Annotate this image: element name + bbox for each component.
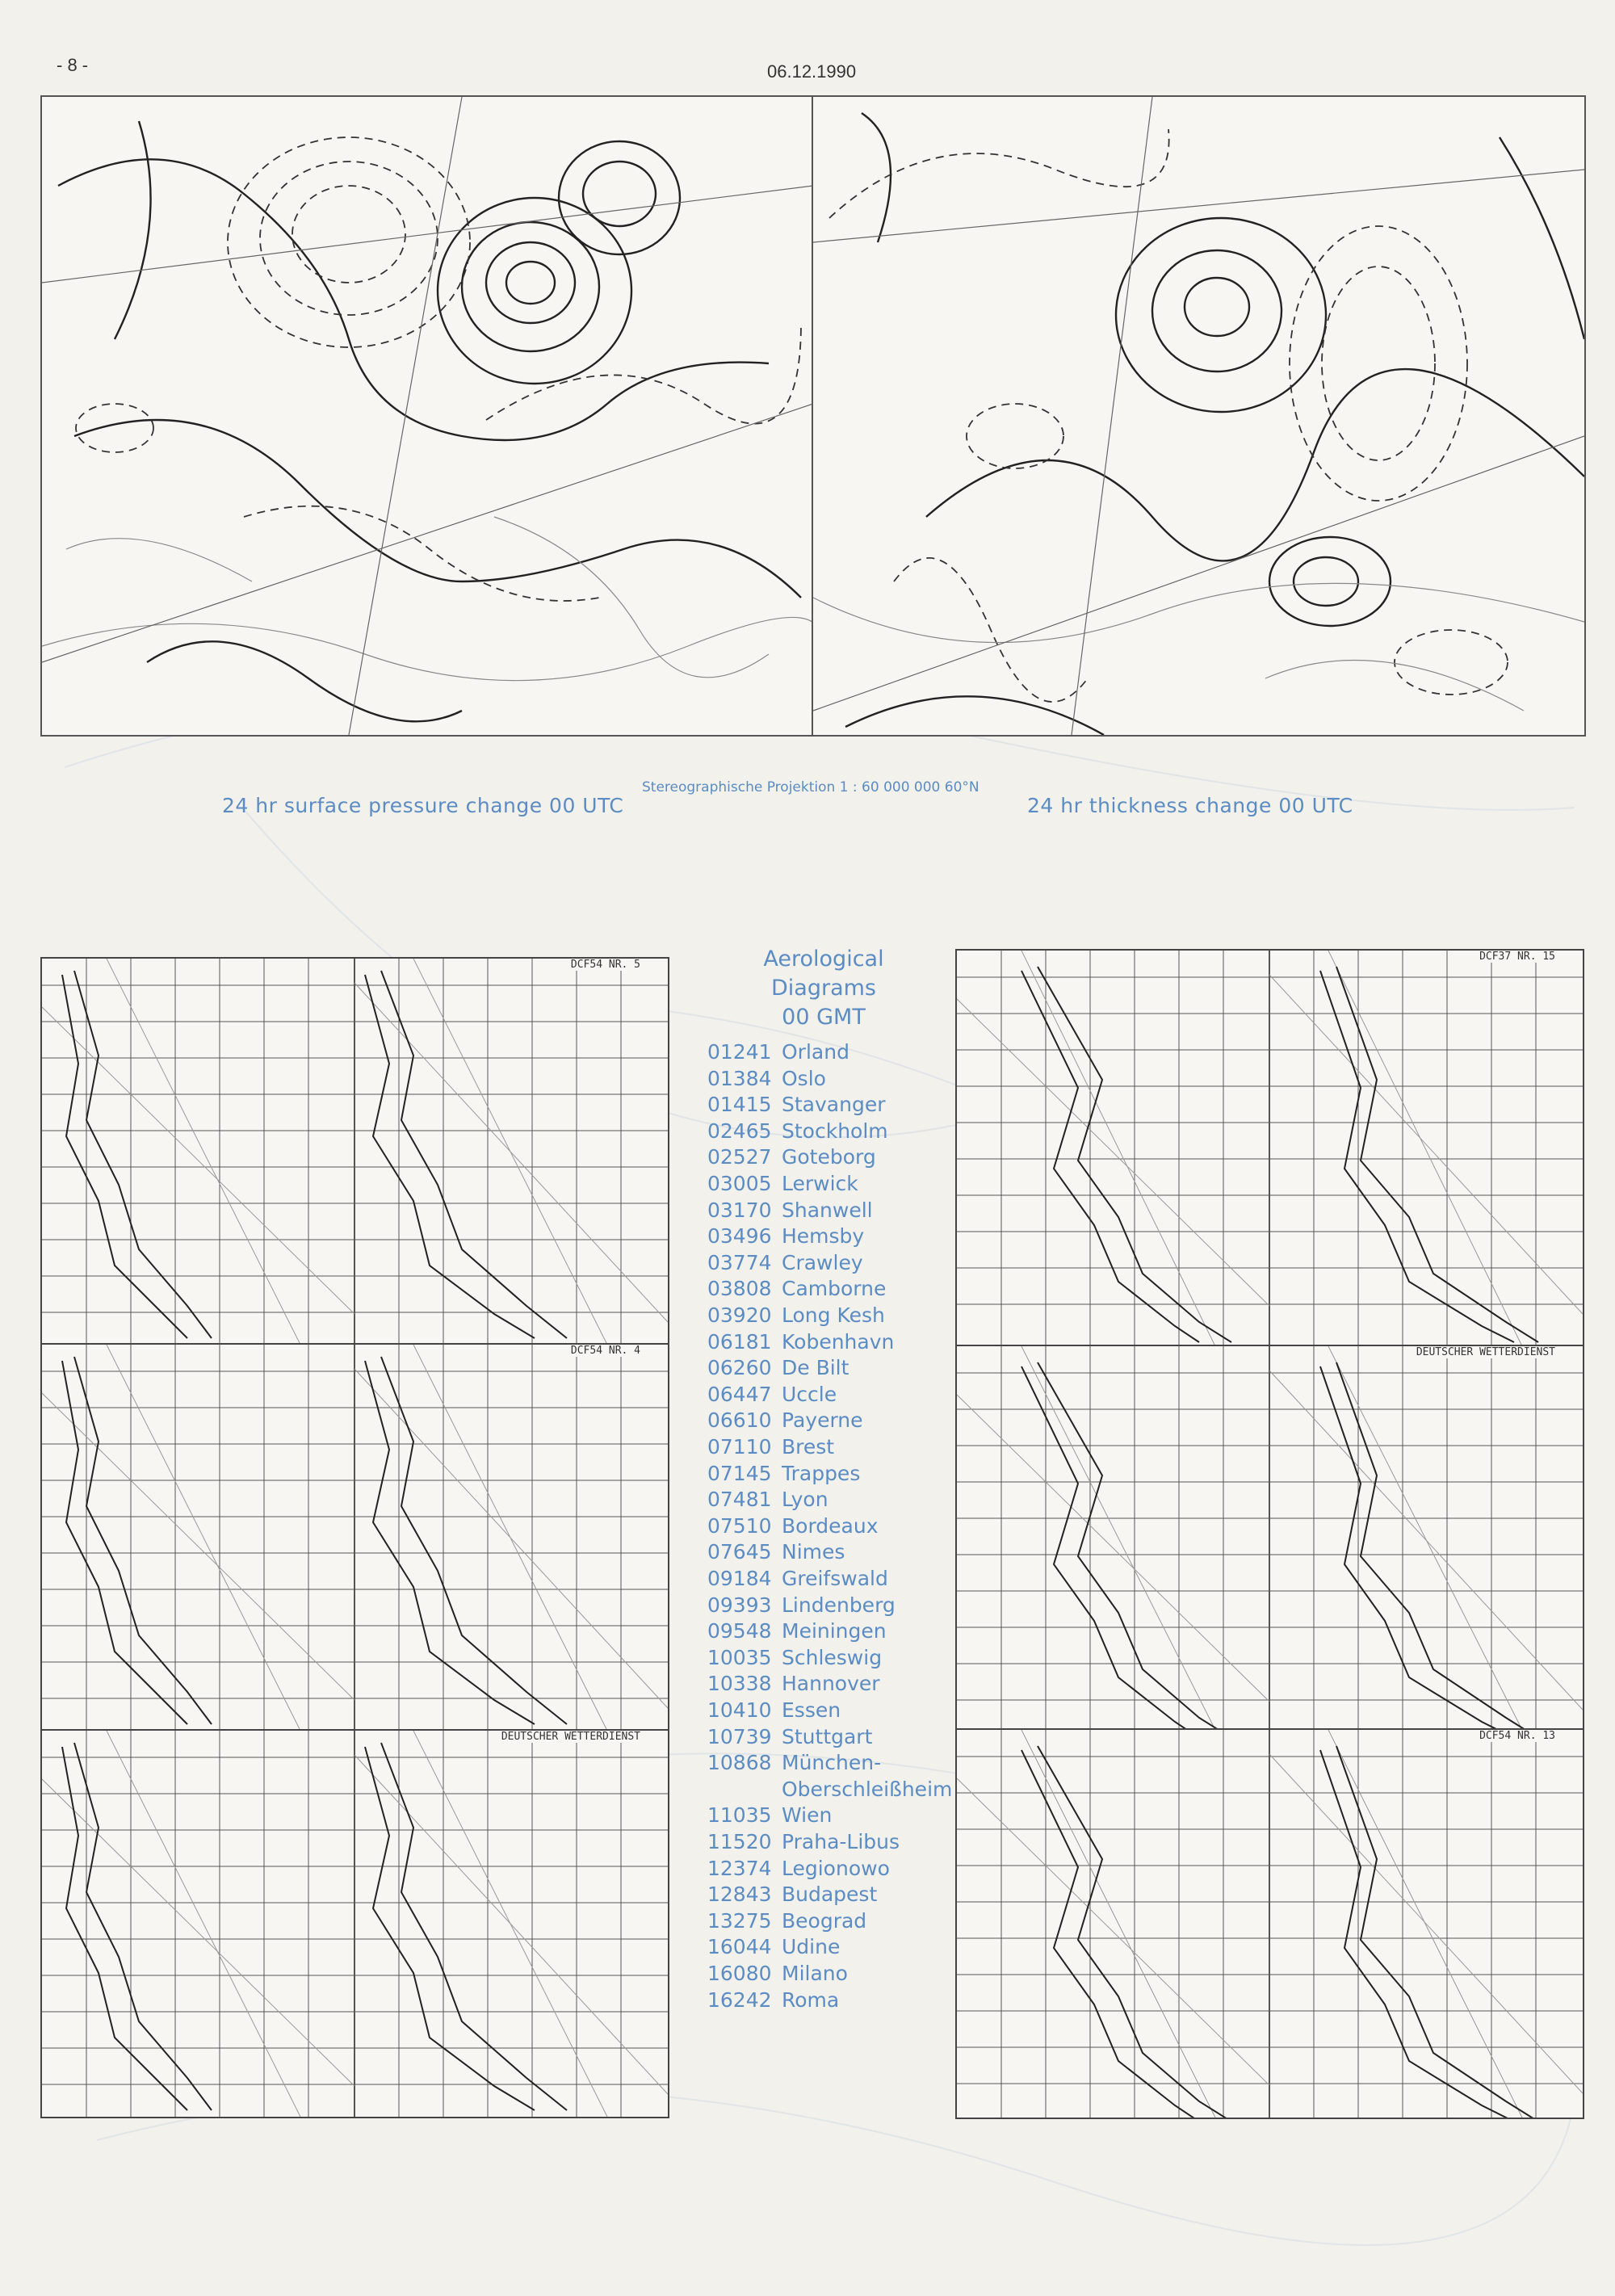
thickness-change-map [812, 95, 1586, 737]
aerological-subtitle: Diagrams [771, 976, 876, 1001]
station-code: 03170 [707, 1198, 772, 1222]
station-row [707, 1330, 894, 1354]
station-code: 07481 [707, 1488, 772, 1512]
station-row [707, 1857, 890, 1880]
station-row [707, 1408, 863, 1432]
station-row [707, 1803, 832, 1827]
station-code: 11520 [707, 1830, 772, 1853]
station-row [707, 1646, 882, 1669]
station-name: Meiningen [782, 1619, 887, 1643]
left-map-caption: 24 hr surface pressure change 00 UTC [222, 794, 624, 817]
station-name: Roma [782, 1987, 840, 2012]
station-code: 10739 [707, 1724, 772, 1748]
station-name: Essen [782, 1698, 841, 1722]
station-code: 02527 [707, 1145, 772, 1169]
station-code: 06260 [707, 1356, 772, 1380]
station-list [707, 1040, 953, 2012]
surface-pressure-change-map [40, 95, 815, 737]
station-row [707, 1909, 866, 1933]
station-name: Orland [782, 1040, 849, 1064]
station-row [707, 1619, 887, 1643]
station-code: 06447 [707, 1382, 772, 1406]
station-code: 09548 [707, 1619, 772, 1643]
pressure-isolines [42, 97, 813, 735]
station-row [707, 1303, 885, 1327]
station-name: Beograd [782, 1908, 867, 1933]
diagram-label: DCF54 NR. 13 [1476, 1730, 1558, 1742]
station-name: Stavanger [782, 1093, 886, 1117]
station-row [707, 1540, 845, 1564]
station-name: Oslo [782, 1066, 826, 1090]
station-code: 09184 [707, 1567, 772, 1590]
station-code: 11035 [707, 1803, 772, 1828]
station-row [707, 1462, 860, 1485]
station-row [707, 1119, 888, 1143]
station-name: Bordeaux [782, 1513, 879, 1538]
station-name: Budapest [782, 1883, 878, 1907]
station-name: Lerwick [782, 1172, 858, 1195]
projection-note: Stereographische Projektion 1 : 60 000 000 60°N [642, 779, 979, 795]
station-row [707, 1962, 848, 1985]
station-row [707, 1988, 839, 2012]
station-name: Long Kesh [782, 1303, 885, 1327]
station-name: Praha-Libus [782, 1830, 900, 1853]
station-row [707, 1725, 872, 1748]
station-code: 03774 [707, 1250, 772, 1274]
aerological-heading [694, 945, 953, 1032]
station-name: Kobenhavn [782, 1329, 895, 1354]
aerological-diagram [40, 957, 669, 1346]
station-row [707, 1883, 877, 1906]
diagram-label: DCF54 NR. 5 [568, 959, 644, 971]
station-row [707, 1567, 888, 1590]
station-name: Legionowo [782, 1856, 890, 1880]
diagram-label: DEUTSCHER WETTERDIENST [498, 1731, 644, 1743]
diagram-label: DCF54 NR. 4 [568, 1345, 644, 1357]
thickness-isolines [813, 97, 1584, 735]
diagram-grid [957, 951, 1583, 1346]
station-name: Shanwell [782, 1198, 873, 1222]
diagram-grid [957, 1346, 1583, 1730]
station-name: Payerne [782, 1408, 863, 1433]
station-row [707, 1356, 849, 1379]
station-row [707, 1040, 849, 1064]
station-name: Trappes [782, 1461, 861, 1485]
station-code: 10410 [707, 1698, 772, 1722]
station-code: 12843 [707, 1883, 772, 1907]
diagram-grid [42, 1345, 668, 1731]
station-code: 12374 [707, 1856, 772, 1880]
station-name: Crawley [782, 1250, 863, 1274]
station-code: 03496 [707, 1224, 772, 1249]
station-row [707, 1672, 880, 1695]
station-code: 03808 [707, 1277, 772, 1301]
station-code: 13275 [707, 1908, 772, 1933]
station-row [707, 1488, 828, 1511]
station-code: 03005 [707, 1172, 772, 1195]
diagram-label: DCF37 NR. 15 [1476, 951, 1558, 963]
station-code: 06181 [707, 1329, 772, 1354]
station-name: Hemsby [782, 1224, 865, 1249]
station-row [707, 1172, 858, 1195]
station-code: 16080 [707, 1962, 772, 1985]
station-code: 02465 [707, 1119, 772, 1143]
station-row [707, 1935, 840, 1958]
station-name: Lyon [782, 1488, 828, 1512]
right-map-caption: 24 hr thickness change 00 UTC [1027, 794, 1353, 817]
station-name: Brest [782, 1435, 835, 1459]
station-name: Nimes [782, 1540, 845, 1564]
station-name: Greifswald [782, 1567, 888, 1590]
diagram-grid [42, 1731, 668, 2117]
page-date: 06.12.1990 [767, 61, 857, 82]
station-code: 07145 [707, 1461, 772, 1485]
station-name: Goteborg [782, 1145, 876, 1169]
station-code: 01384 [707, 1066, 772, 1090]
station-row [707, 1383, 837, 1406]
station-row [707, 1514, 879, 1538]
station-row [707, 1435, 834, 1459]
station-name: Stockholm [782, 1119, 888, 1143]
station-row [707, 1093, 885, 1116]
station-code: 01241 [707, 1040, 772, 1064]
station-name: Camborne [782, 1277, 887, 1301]
aerological-diagram [40, 1729, 669, 2118]
station-name: Schleswig [782, 1645, 883, 1669]
station-row [707, 1145, 876, 1169]
station-row [707, 1251, 863, 1274]
station-name: De Bilt [782, 1356, 849, 1380]
aerological-diagram [40, 1343, 669, 1732]
station-row [707, 1198, 873, 1222]
station-name: München- [782, 1751, 882, 1775]
station-code: 01415 [707, 1093, 772, 1117]
station-row [707, 1830, 900, 1853]
station-code: 10868 [707, 1751, 772, 1775]
aerological-diagram [955, 949, 1584, 1348]
aerological-diagram [955, 1345, 1584, 1731]
station-code: 07110 [707, 1435, 772, 1459]
station-code: 16242 [707, 1987, 772, 2012]
station-code: 16044 [707, 1935, 772, 1959]
diagram-grid [42, 959, 668, 1345]
station-name: Hannover [782, 1672, 880, 1696]
aerological-time: 00 GMT [782, 1005, 866, 1030]
station-code: 07645 [707, 1540, 772, 1564]
station-row [707, 1698, 841, 1722]
station-row [707, 1593, 896, 1617]
station-code: 10338 [707, 1672, 772, 1696]
aerological-diagram [955, 1728, 1584, 2119]
station-row [707, 1224, 864, 1248]
station-code: 06610 [707, 1408, 772, 1433]
station-code: 10035 [707, 1645, 772, 1669]
station-row [707, 1778, 952, 1801]
station-code: 03920 [707, 1303, 772, 1327]
station-name: Stuttgart [782, 1724, 873, 1748]
station-row [707, 1277, 886, 1300]
station-row [707, 1067, 826, 1090]
diagram-grid [957, 1730, 1583, 2118]
page-number: - 8 - [57, 55, 89, 75]
station-code: 09393 [707, 1593, 772, 1617]
station-row [707, 1751, 881, 1774]
station-code: 07510 [707, 1513, 772, 1538]
station-name: Wien [782, 1803, 833, 1828]
station-name: Lindenberg [782, 1593, 896, 1617]
station-name: Uccle [782, 1382, 837, 1406]
aerological-title: Aerological [763, 947, 884, 972]
station-name: Oberschleißheim [782, 1777, 953, 1801]
station-name: Milano [782, 1962, 848, 1985]
diagram-label: DEUTSCHER WETTERDIENST [1413, 1346, 1558, 1358]
station-name: Udine [782, 1935, 841, 1959]
